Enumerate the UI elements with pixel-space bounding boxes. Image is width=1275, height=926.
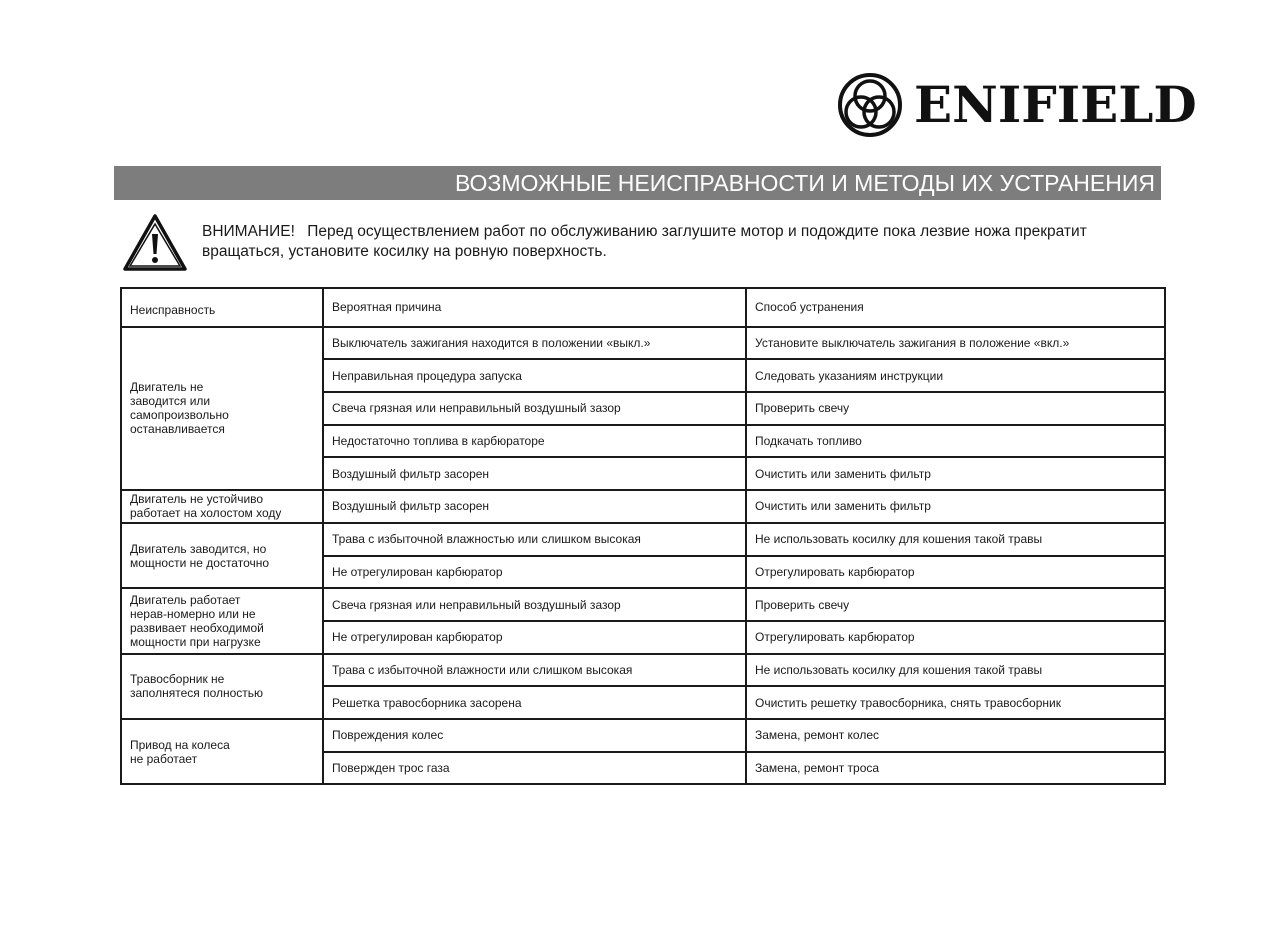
cause-cell: Трава с избыточной влажностью или слишком высокая <box>323 523 746 556</box>
remedy-cell: Не использовать косилку для кошения такой травы <box>746 523 1165 556</box>
table-row <box>121 490 1165 523</box>
brand-logo <box>836 72 1197 138</box>
cause-cell: Недостаточно топлива в карбюраторе <box>323 425 746 458</box>
cause-cell: Воздушный фильтр засорен <box>323 457 746 490</box>
table-row <box>121 523 1165 556</box>
cause-cell: Трава с избыточной влажности или слишком высокая <box>323 654 746 687</box>
cause-cell: Решетка травосборника засорена <box>323 686 746 719</box>
warning-label: ВНИМАНИЕ! <box>202 223 295 240</box>
table-row <box>121 654 1165 687</box>
cause-cell: Не отрегулирован карбюратор <box>323 621 746 654</box>
problem-cell: Двигатель не устойчиво работает на холостом ходу <box>121 490 323 523</box>
warning-notice <box>202 222 1152 262</box>
remedy-cell: Проверить свечу <box>746 392 1165 425</box>
header-remedy: Способ устранения <box>746 288 1165 327</box>
table-header-row <box>121 288 1165 327</box>
cause-cell: Выключатель зажигания находится в положении «выкл.» <box>323 327 746 360</box>
remedy-cell: Следовать указаниям инструкции <box>746 359 1165 392</box>
warning-triangle-icon <box>122 212 188 272</box>
problem-cell: Травосборник не заполнятеся полностью <box>121 654 323 719</box>
banner-title: ВОЗМОЖНЫЕ НЕИСПРАВНОСТИ И МЕТОДЫ ИХ УСТРАНЕНИЯ <box>454 170 1155 196</box>
problem-cell: Двигатель не заводится или самопроизвольно останавливается <box>121 327 323 490</box>
remedy-cell: Замена, ремонт колес <box>746 719 1165 752</box>
table-row <box>121 588 1165 621</box>
rings-logo-icon <box>836 72 904 138</box>
remedy-cell: Не использовать косилку для кошения такой травы <box>746 654 1165 687</box>
cause-cell: Повержден трос газа <box>323 752 746 785</box>
troubleshooting-table <box>120 287 1166 785</box>
remedy-cell: Проверить свечу <box>746 588 1165 621</box>
remedy-cell: Подкачать топливо <box>746 425 1165 458</box>
remedy-cell: Замена, ремонт троса <box>746 752 1165 785</box>
problem-cell: Привод на колеса не работает <box>121 719 323 784</box>
cause-cell: Повреждения колес <box>323 719 746 752</box>
remedy-cell: Отрегулировать карбюратор <box>746 556 1165 589</box>
cause-cell: Свеча грязная или неправильный воздушный зазор <box>323 588 746 621</box>
problem-cell: Двигатель заводится, но мощности не достаточно <box>121 523 323 588</box>
remedy-cell: Очистить или заменить фильтр <box>746 490 1165 523</box>
remedy-cell: Отрегулировать карбюратор <box>746 621 1165 654</box>
remedy-cell: Очистить решетку травосборника, снять травосборник <box>746 686 1165 719</box>
header-problem: Неисправность <box>121 288 323 327</box>
remedy-cell: Очистить или заменить фильтр <box>746 457 1165 490</box>
section-banner <box>114 166 1161 200</box>
brand-name: ENIFIELD <box>914 75 1197 134</box>
cause-cell: Неправильная процедура запуска <box>323 359 746 392</box>
problem-cell: Двигатель работает нерав-номерно или не развивает необходимой мощности при нагрузке <box>121 588 323 653</box>
warning-text: Перед осуществлением работ по обслуживанию заглушите мотор и подождите пока лезвие ножа прекратит вращаться, установите косилку на ровную поверхность. <box>202 223 1087 260</box>
table-row <box>121 719 1165 752</box>
cause-cell: Свеча грязная или неправильный воздушный зазор <box>323 392 746 425</box>
cause-cell: Воздушный фильтр засорен <box>323 490 746 523</box>
cause-cell: Не отрегулирован карбюратор <box>323 556 746 589</box>
header-cause: Вероятная причина <box>323 288 746 327</box>
remedy-cell: Установите выключатель зажигания в положение «вкл.» <box>746 327 1165 360</box>
table-row <box>121 327 1165 360</box>
